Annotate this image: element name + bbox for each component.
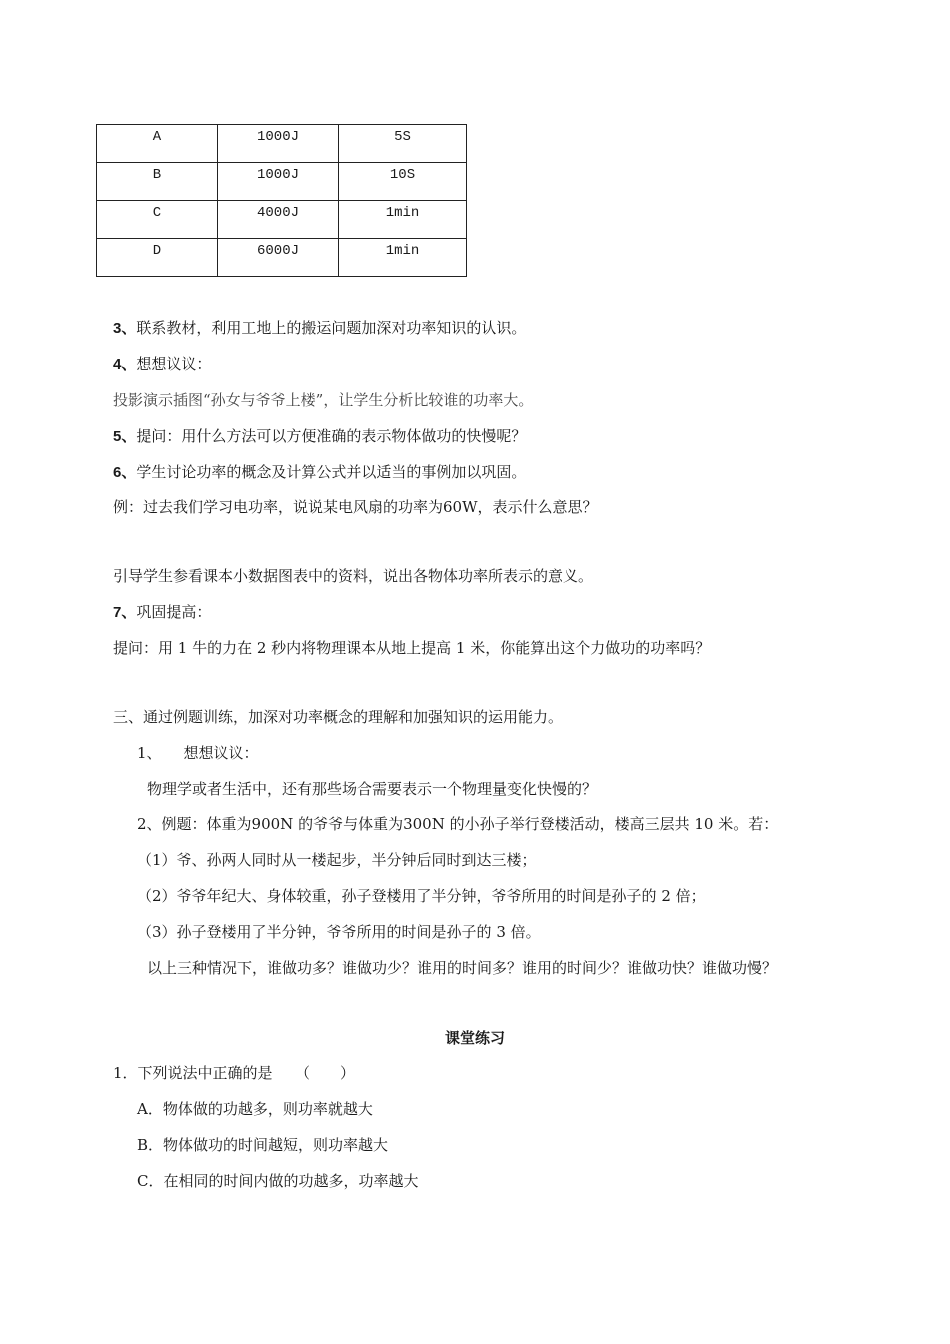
item-text: 想想议议： [183,744,259,762]
section-3-item-2: 2、例题：体重为900N 的爷爷与体重为300N 的小孙子举行登楼活动，楼高三层共 10 米。若： [137,815,779,833]
practice-question-1: 1．下列说法中正确的是 （ ） [113,1064,356,1082]
item-label: 1、 [137,744,162,762]
step-7 [113,602,211,623]
step-4-detail: 投影演示插图“孙女与爷爷上楼”，让学生分析比较谁的功率大。 [113,391,534,409]
table-cell: 1min [339,239,467,277]
step-number: 4、 [113,356,137,373]
step-text: 联系教材，利用工地上的搬运问题加深对功率知识的认识。 [136,319,527,337]
step-4 [113,354,211,375]
step-number: 6、 [113,464,137,481]
step-text: 想想议议： [136,355,212,373]
section-3-item-1 [137,743,259,763]
section-3-heading: 三、通过例题训练，加深对功率概念的理解和加强知识的运用能力。 [113,708,564,726]
table-cell: 1min [339,201,467,239]
table-cell: 10S [339,163,467,201]
step-number: 3、 [113,320,137,337]
step-text: 提问：用什么方法可以方便准确的表示物体做功的快慢呢？ [136,427,527,445]
case-1: （1）爷、孙两人同时从一楼起步，半分钟后同时到达三楼； [137,851,537,869]
example-text: 例：过去我们学习电功率，说说某电风扇的功率为60W，表示什么意思？ [113,498,598,516]
option-b: B．物体做功的时间越短，则功率越大 [137,1136,389,1154]
option-c: C．在相同的时间内做的功越多，功率越大 [137,1172,419,1190]
table-row [97,125,467,163]
practice-title: 课堂练习 [444,1029,505,1047]
work-time-table [96,124,467,277]
table-cell: 4000J [218,201,339,239]
step-3 [113,318,526,339]
step-number: 5、 [113,428,137,445]
table-cell: B [97,163,218,201]
table-row [97,201,467,239]
case-2: （2）爷爷年纪大、身体较重，孙子登楼用了半分钟，爷爷所用的时间是孙子的 2 倍； [137,887,706,905]
table-cell: C [97,201,218,239]
question-text: 提问：用 1 牛的力在 2 秒内将物理课本从地上提高 1 米，你能算出这个力做功的功率吗？ [113,639,711,657]
section-3-item-1-detail: 物理学或者生活中，还有那些场合需要表示一个物理量变化快慢的？ [147,780,598,798]
table-cell: 6000J [218,239,339,277]
step-text: 巩固提高： [136,603,212,621]
summary-question: 以上三种情况下，谁做功多？谁做功少？谁用的时间多？谁用的时间少？谁做功快？谁做功慢？ [147,959,778,977]
table-cell: 1000J [218,163,339,201]
table-cell: 1000J [218,125,339,163]
step-number: 7、 [113,604,137,621]
case-3: （3）孙子登楼用了半分钟，爷爷所用的时间是孙子的 3 倍。 [137,923,541,941]
step-5 [113,426,526,447]
table-row [97,239,467,277]
option-a: A．物体做的功越多，则功率就越大 [137,1100,373,1118]
table-row [97,163,467,201]
table-cell: D [97,239,218,277]
table-cell: A [97,125,218,163]
step-6 [113,462,526,483]
table-cell: 5S [339,125,467,163]
step-text: 学生讨论功率的概念及计算公式并以适当的事例加以巩固。 [136,463,527,481]
guide-text: 引导学生参看课本小数据图表中的资料，说出各物体功率所表示的意义。 [113,567,594,585]
